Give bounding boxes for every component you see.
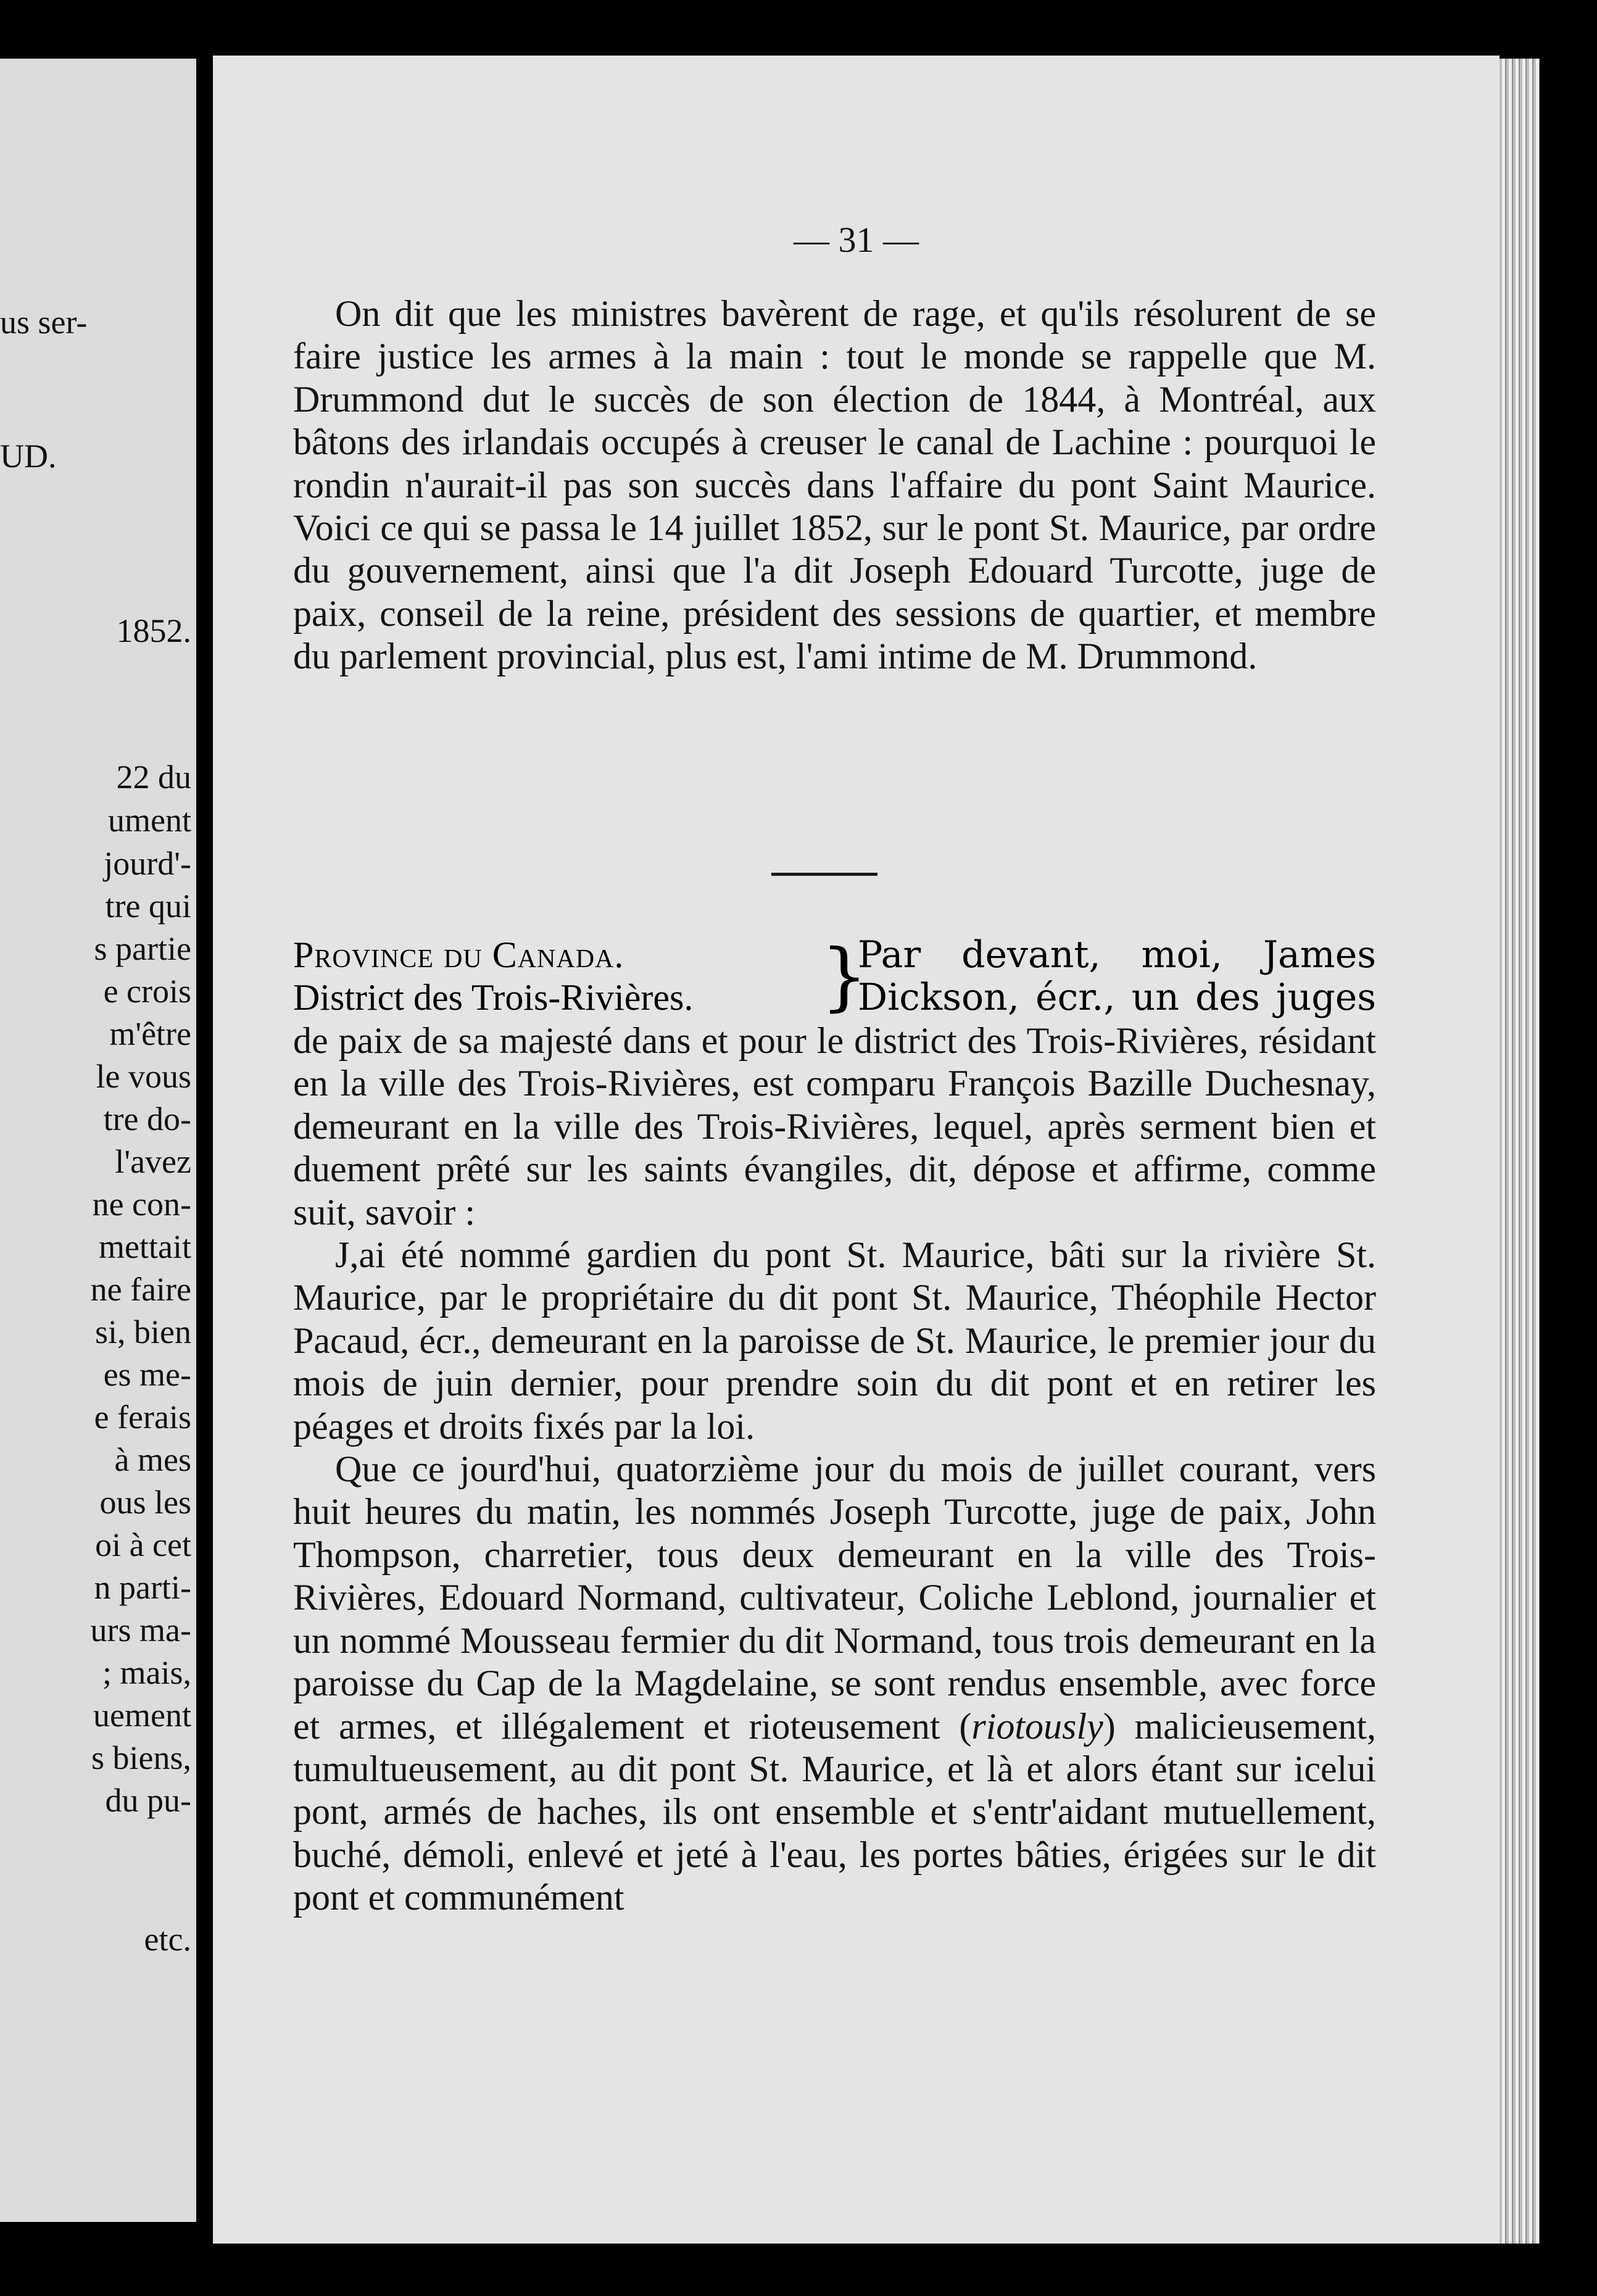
left-page-fragment: ous les (99, 1484, 191, 1521)
paragraph-guardian: J,ai été nommé gardien du pont St. Maurice, bâti sur la rivière St. Maurice, par le propriétaire du dit pont St. Maurice, Théophile Hector Pacaud, écr., demeurant en la paroisse de St. Maurice, le premier jour du mois de juin dernier, pour prendre soin du dit pont et en retirer les péages et droits fixés par la loi. (293, 1234, 1376, 1447)
page-number: — 31 — (794, 220, 919, 260)
left-page-fragment: ument (108, 802, 191, 839)
intro-paragraph-block (293, 293, 1376, 678)
intro-paragraph: On dit que les ministres bavèrent de rage, et qu'ils résolurent de se faire justice les armes à la main : tout le monde se rappelle que M. Drummond dut le succès de son élection de 1844, à Montréal, aux bâtons des irlandais occupés à creuser le canal de Lachine : pourquoi le rondin n'aurait-il pas son succès dans l'affaire du pont Saint Maurice. Voici ce qui se passa le 14 juillet 1852, sur le pont St. Maurice, par ordre du gouvernement, ainsi que l'a dit Joseph Edouard Turcotte, juge de paix, conseil de la reine, président des sessions de quartier, et membre du parlement provincial, plus est, l'ami intime de M. Drummond. (293, 293, 1376, 677)
left-page-fragment: m'être (109, 1015, 191, 1052)
left-page-fragment: es me- (103, 1356, 191, 1393)
left-page-fragment: à mes (114, 1441, 191, 1478)
deposition-opening-line-1: Par devant, moi, James (858, 933, 1376, 976)
left-page-fragment: le vous (96, 1058, 191, 1095)
paragraph-events-text-b: ) malicieusement, tumultueusement, au dit pont St. Maurice, et là et alors étant sur icelui pont, armés de haches, ils ont ensemble et s'entr'aidant mutuellement, buché, démoli, enlevé et jeté à l'eau, les portes bâties, érigées sur le dit pont et communément (293, 1705, 1376, 1918)
left-page-fragment: s biens, (91, 1739, 191, 1776)
left-page (0, 59, 196, 2222)
left-page-fragment: tre qui (105, 888, 191, 925)
left-page-fragment: urs ma- (90, 1612, 191, 1649)
left-page-fragment: uement (93, 1697, 191, 1734)
left-page-fragment: e ferais (94, 1399, 191, 1436)
left-page-fragment: ne faire (90, 1271, 191, 1308)
paragraph-events-text-a: Que ce jourd'hui, quatorzième jour du mois de juillet courant, vers huit heures du matin, les nommés Joseph Turcotte, juge de paix, John Thompson, charretier, tous deux demeurant en la ville des Trois-Rivières, Edouard Normand, cultivateur, Coliche Leblond, journalier et un nommé Mousseau fermier du dit Normand, tous trois demeurant en la paroisse du Cap de la Magdelaine, se sont rendus ensemble, avec force et armes, et illégalement et rioteusement ( (293, 1449, 1376, 1747)
left-page-fragment: jourd'- (104, 845, 191, 882)
left-page-fragment: s partie (94, 930, 191, 967)
left-page-fragment: oi à cet (95, 1526, 191, 1563)
page-edge (1500, 59, 1540, 2244)
province-label: Province du Canada. (293, 934, 624, 975)
left-page-fragment: n parti- (94, 1569, 191, 1606)
left-page-fragment: UD. (0, 438, 57, 475)
left-page-fragment: si, bien (95, 1313, 191, 1350)
left-page-fragment: 22 du (116, 759, 191, 796)
brace-glyph: } (821, 934, 868, 1020)
deposition-header (293, 934, 1376, 1020)
left-page-fragment: tre do- (103, 1100, 191, 1138)
left-page-fragment: 1852. (116, 612, 191, 649)
section-rule (771, 873, 877, 876)
left-page-fragment: mettait (99, 1228, 191, 1265)
left-page-fragment: ; mais, (102, 1654, 191, 1691)
deposition-body: de paix de sa majesté dans et pour le district des Trois-Rivières, résidant en la ville des Trois-Rivières, est comparu François Bazille Duchesnay, demeurant en la ville des Trois-Rivières, lequel, après serment bien et duement prêté sur les saints évangiles, dit, dépose et affirme, comme suit, savoir : (293, 1020, 1376, 1233)
left-page-fragment: ne con- (92, 1186, 191, 1223)
deposition-opening-line-2: Dickson, écr., un des juges (858, 976, 1376, 1019)
left-page-fragment: us ser- (0, 304, 88, 341)
paragraph-events-italic: riotously (971, 1705, 1103, 1747)
district-label: District des Trois-Rivières. (293, 977, 694, 1018)
deposition-body-block (293, 1020, 1376, 1920)
left-page-fragment: e crois (103, 973, 191, 1010)
left-page-fragment: etc. (144, 1921, 191, 1958)
paragraph-events (293, 1448, 1376, 1919)
left-page-fragment: l'avez (115, 1143, 191, 1180)
left-page-fragment: du pu- (105, 1782, 191, 1819)
